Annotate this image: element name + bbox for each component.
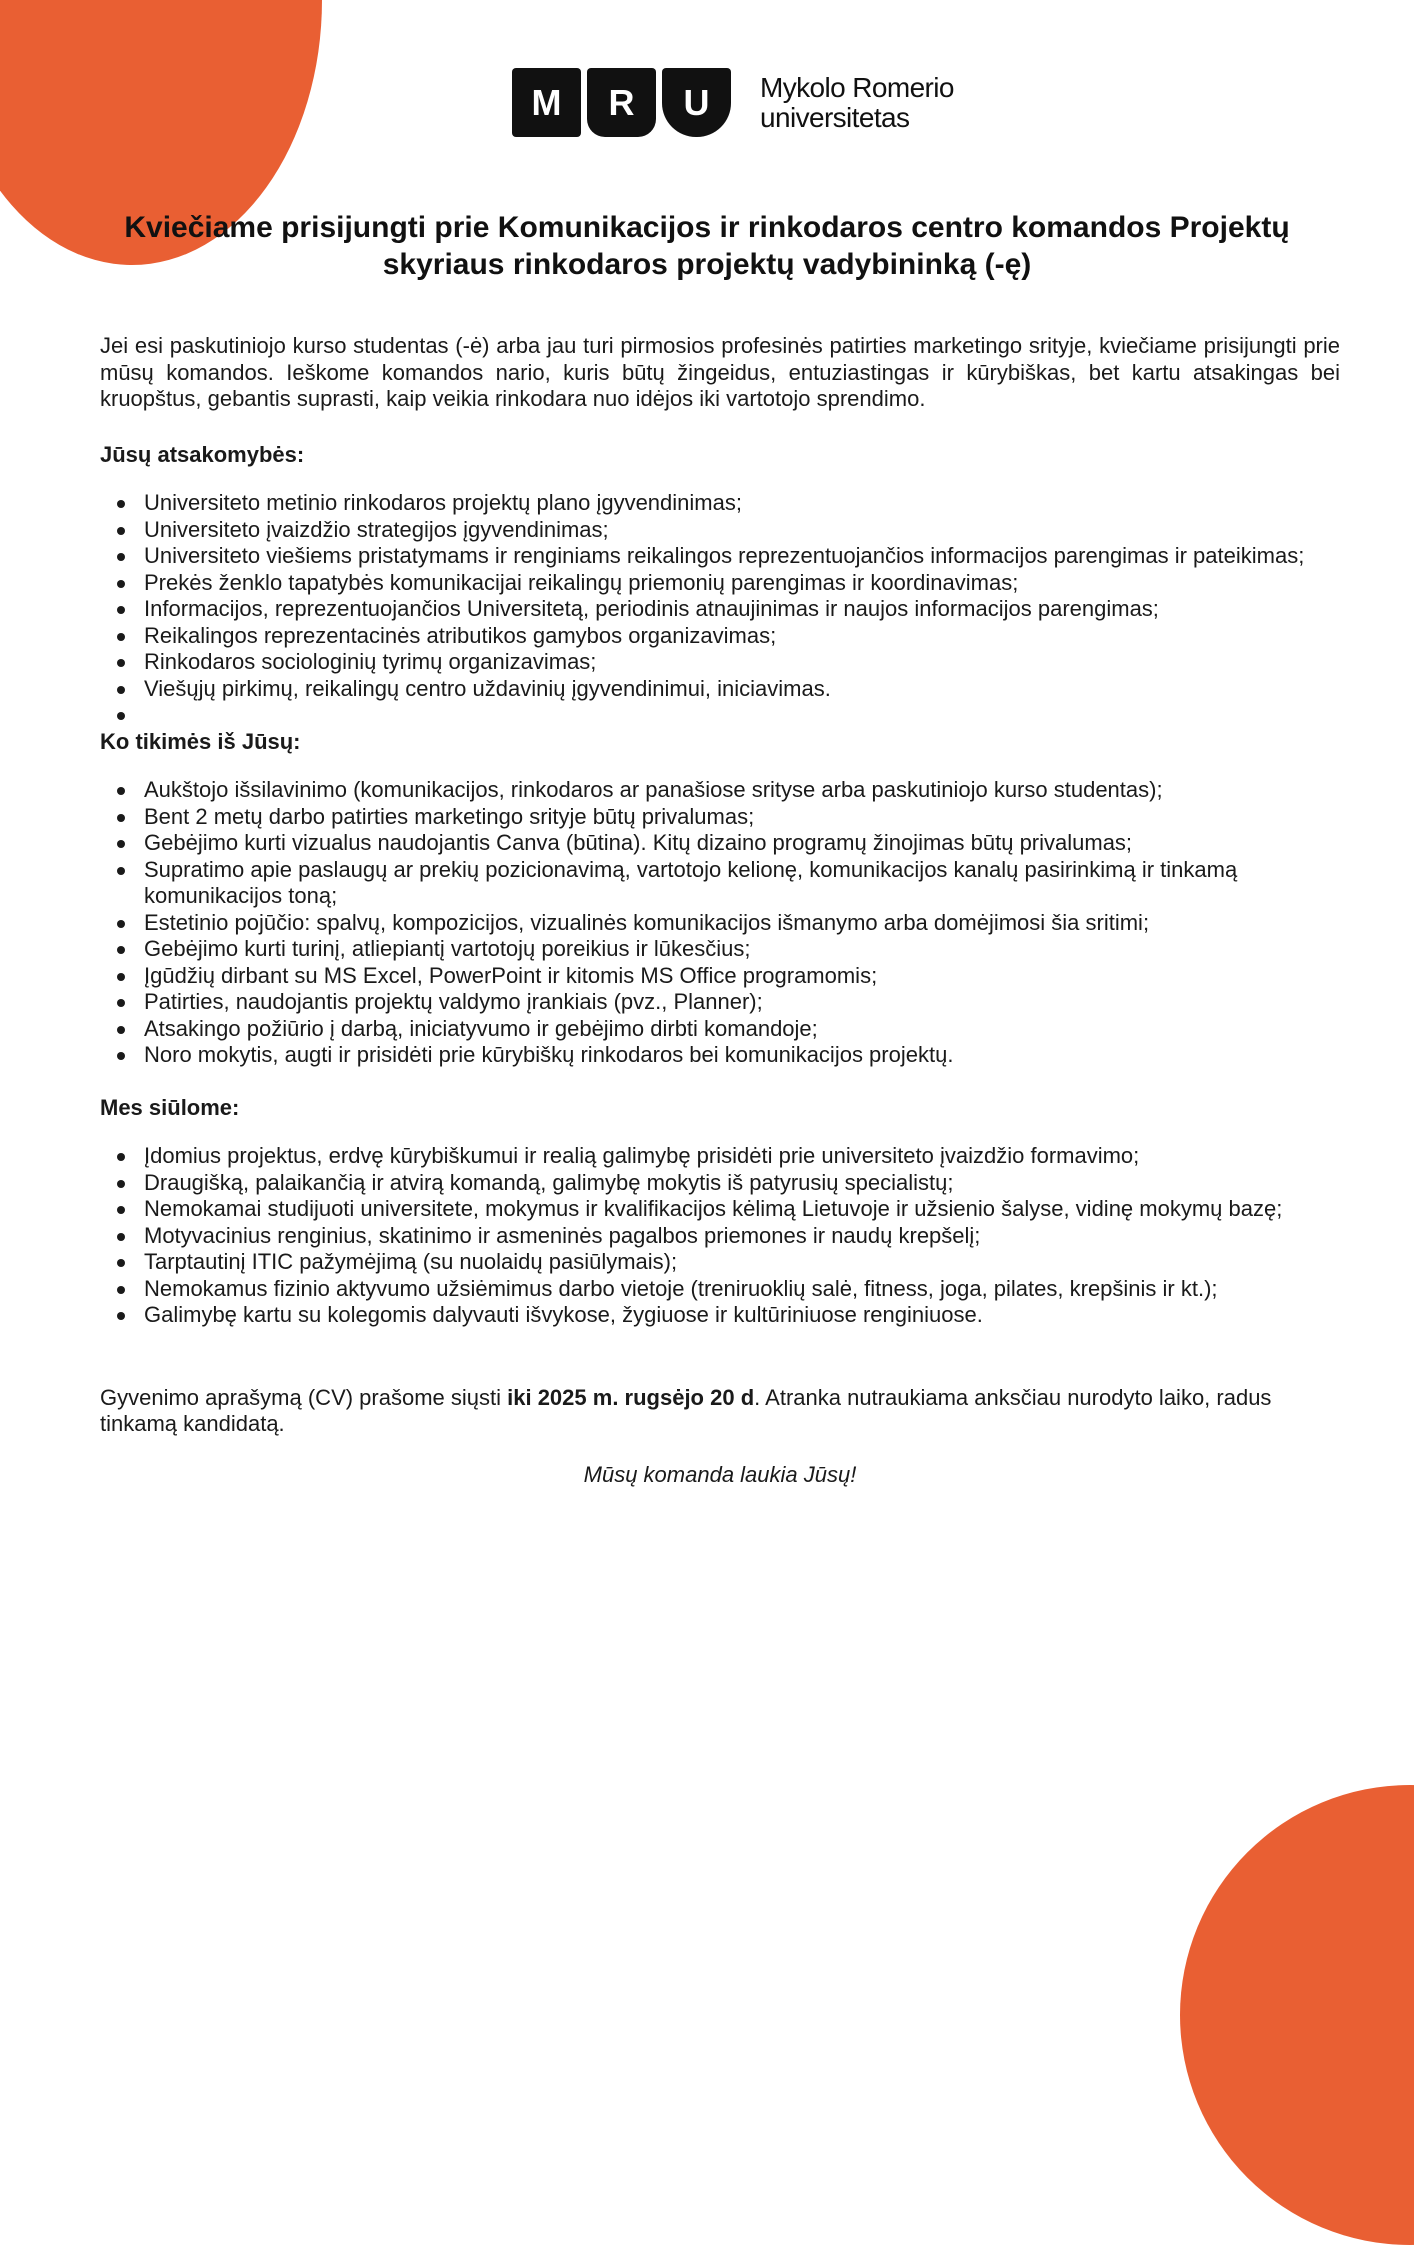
offer-heading: Mes siūlome: [100,1094,240,1120]
logo-letter-boxes [512,68,731,137]
list-item: Noro mokytis, augti ir prisidėti prie kūrybiškų rinkodaros bei komunikacijos projektų. [144,1042,1340,1069]
list-item: Galimybę kartu su kolegomis dalyvauti išvykose, žygiuose ir kultūriniuose renginiuose. [144,1302,1340,1329]
deadline-date: iki 2025 m. rugsėjo 20 d [507,1384,755,1410]
list-item: Universiteto įvaizdžio strategijos įgyvendinimas; [144,517,1340,544]
list-item: Gebėjimo kurti vizualus naudojantis Canva (būtina). Kitų dizaino programų žinojimas būtų privalumas; [144,830,1340,857]
logo-name-line1: Mykolo Romerio [760,71,954,103]
logo-letter-m: M [512,68,581,137]
intro-paragraph: Jei esi paskutiniojo kurso studentas (-ė) arba jau turi pirmosios profesinės patirties marketingo srityje, kviečiame prisijungti prie mūsų komandos. Ieškome komandos nario, kuris būtų žingeidus, entuziastingas ir kūrybiškas, bet kartu atsakingas bei kruopštus, gebantis suprasti, kaip veikia rinkodara nuo idėjos iki vartotojo sprendimo. [100,333,1340,411]
logo-letter-u: U [662,68,731,137]
offer-list [100,1143,1340,1329]
list-item: Supratimo apie paslaugų ar prekių pozicionavimą, vartotojo kelionę, komunikacijos kanalų pasirinkimą ir tinkamą komunikacijos toną; [144,857,1340,910]
list-item: Patirties, naudojantis projektų valdymo įrankiais (pvz., Planner); [144,989,1340,1016]
mru-logo [512,68,954,137]
expectations-list [100,777,1340,1069]
list-item: Gebėjimo kurti turinį, atliepiantį vartotojų poreikius ir lūkesčius; [144,936,1340,963]
list-item: Motyvacinius renginius, skatinimo ir asmeninės pagalbos priemones ir naudų krepšelį; [144,1223,1340,1250]
list-item: Aukštojo išsilavinimo (komunikacijos, rinkodaros ar panašiose srityse arba paskutiniojo kurso studentas); [144,777,1340,804]
logo-name-line2: universitetas [760,101,910,133]
list-item: Rinkodaros sociologinių tyrimų organizavimas; [144,649,1340,676]
list-item: Nemokamus fizinio aktyvumo užsiėmimus darbo vietoje (treniruoklių salė, fitness, joga, pilates, krepšinis ir kt.); [144,1276,1340,1303]
logo-letter-r: R [587,68,656,137]
job-posting-body [100,333,1340,1488]
list-item: Reikalingos reprezentacinės atributikos gamybos organizavimas; [144,623,1340,650]
list-item: Prekės ženklo tapatybės komunikacijai reikalingų priemonių parengimas ir koordinavimas; [144,570,1340,597]
deadline-text-after: . Atranka nutraukiama anksčiau nurodyto laiko, radus tinkamą kandidatą. [100,1384,1272,1436]
responsibilities-heading: Jūsų atsakomybės: [100,441,305,467]
closing-line: Mūsų komanda laukia Jūsų! [583,1461,857,1487]
decorative-orange-circle-bottom-right [1180,1785,1414,2245]
list-item: Viešųjų pirkimų, reikalingų centro uždavinių įgyvendinimui, iniciavimas. [144,676,1340,703]
list-item: Nemokamai studijuoti universitete, mokymus ir kvalifikacijos kėlimą Lietuvoje ir užsienio šalyse, vidinę mokymų bazę; [144,1196,1340,1223]
list-item: Universiteto viešiems pristatymams ir renginiams reikalingos reprezentuojančios informacijos parengimas ir pateikimas; [144,543,1340,570]
application-deadline-text [100,1385,1340,1438]
deadline-text-before: Gyvenimo aprašymą (CV) prašome siųsti [100,1384,508,1410]
list-item: Informacijos, reprezentuojančios Universitetą, periodinis atnaujinimas ir naujos informacijos parengimas; [144,596,1340,623]
list-item: Atsakingo požiūrio į darbą, iniciatyvumo ir gebėjimo dirbti komandoje; [144,1016,1340,1043]
empty-list-item [144,702,1340,729]
page-title: Kviečiame prisijungti prie Komunikacijos ir rinkodaros centro komandos Projektų skyriaus rinkodaros projektų vadybininką (-ę) [124,211,1290,281]
list-item: Universiteto metinio rinkodaros projektų plano įgyvendinimas; [144,490,1340,517]
list-item: Įdomius projektus, erdvę kūrybiškumui ir realią galimybę prisidėti prie universiteto įvaizdžio formavimo; [144,1143,1340,1170]
responsibilities-list [100,490,1340,729]
list-item: Tarptautinį ITIC pažymėjimą (su nuolaidų pasiūlymais); [144,1249,1340,1276]
list-item: Įgūdžių dirbant su MS Excel, PowerPoint ir kitomis MS Office programomis; [144,963,1340,990]
expectations-heading: Ko tikimės iš Jūsų: [100,728,301,754]
logo-university-name [760,73,954,133]
list-item: Estetinio pojūčio: spalvų, kompozicijos, vizualinės komunikacijos išmanymo arba domėjimosi šia sritimi; [144,910,1340,937]
list-item: Draugišką, palaikančią ir atvirą komandą, galimybę mokytis iš patyrusių specialistų; [144,1170,1340,1197]
list-item: Bent 2 metų darbo patirties marketingo srityje būtų privalumas; [144,804,1340,831]
